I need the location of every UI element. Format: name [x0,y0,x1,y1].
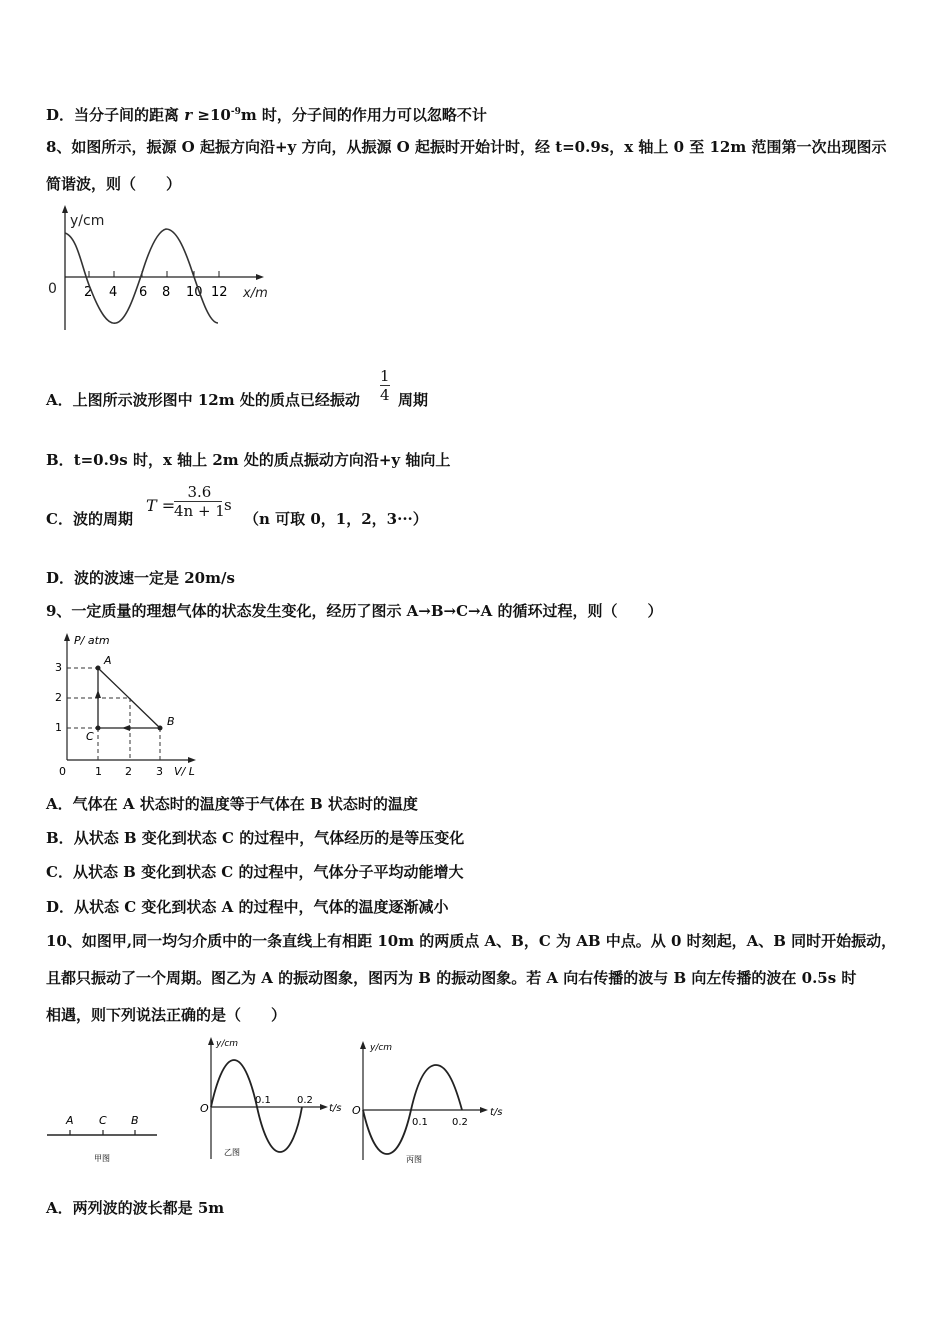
x-tick-label: 12 [211,285,228,300]
t-tick-2: 0.2 [452,1117,468,1128]
point-c [96,726,101,731]
q10-fig-bing [350,1038,510,1168]
q10-option-a: A．两列波的波长都是 5m [46,1199,225,1217]
y-axis-label: y/cm [370,1043,393,1053]
origin-label: O [352,1104,361,1117]
label-c: C [99,1114,107,1127]
point-a-label: A [104,654,112,667]
wave-curve [65,229,218,323]
x-tick-label: 2 [125,765,132,778]
x-tick-label: 8 [162,285,171,300]
x-tick-label: 1 [95,765,102,778]
point-a [96,666,101,671]
q8-option-c-T: T = [146,496,176,515]
q10-fig-yi [200,1034,350,1164]
y-axis-arrow [208,1037,214,1045]
q8-option-b: B．t=0.9s 时，x 轴上 2m 处的质点振动方向沿+y 轴向上 [46,451,451,469]
q9-option-c: C．从状态 B 变化到状态 C 的过程中，气体分子平均动能增大 [46,863,464,881]
y-axis-label: y/cm [70,213,105,229]
x-axis-label: V/ L [174,765,195,778]
q10-stem-line1: 10、如图甲,同一均匀介质中的一条直线上有相距 10m 的两质点 A、B，C 为 AB 中点。从 0 时刻起，A、B 同时开始振动， [46,932,897,950]
q8-option-d: D．波的波速一定是 20m/s [46,569,235,587]
caption: 丙图 [406,1155,422,1164]
q9-stem: 9、一定质量的理想气体的状态发生变化，经历了图示 A→B→C→A 的循环过程，则（ ） [46,602,663,620]
arrow-ca [95,690,101,698]
arrow-bc [122,725,130,731]
q8-option-a-tail: 周期 [398,391,429,409]
x-tick-label: 6 [139,285,148,300]
origin-label: O [200,1102,209,1115]
q7-option-d: D．当分子间的距离 $r \ge 10^{-9}m$ 时，分子间的作用力可以忽略不计 [46,106,487,124]
caption: 乙图 [224,1148,240,1157]
q9-pv-graph [50,632,210,780]
point-b-label: B [167,715,175,728]
origin-label: 0 [48,281,57,297]
point-c-label: C [86,730,94,743]
q8-option-c: C．波的周期 [46,510,133,528]
label-b: B [131,1114,139,1127]
x-tick-label: 10 [186,285,203,300]
q8-option-c-fraction: 3.6 4n + 1 [174,483,225,520]
y-axis-arrow [64,633,70,641]
q8-option-c-unit: s [224,496,232,514]
option-label: D． [46,106,75,124]
x-axis-label: x/m [243,286,268,301]
y-axis-label: P/ atm [74,634,110,647]
x-axis-arrow [256,274,264,280]
y-axis-arrow [360,1041,366,1049]
q10-stem-line2: 且都只振动了一个周期。图乙为 A 的振动图象，图丙为 B 的振动图象。若 A 向右传播的波与 B 向左传播的波在 0.5s 时 [46,969,857,987]
y-axis-arrow [62,205,68,213]
t-tick-1: 0.1 [412,1117,428,1128]
x-axis-arrow [188,757,196,763]
x-axis-arrow [320,1104,328,1110]
vibration-curve-a [211,1060,302,1152]
q8-wave-graph [46,205,286,335]
x-axis-arrow [480,1107,488,1113]
x-axis-label: t/s [329,1103,342,1114]
x-tick-label: 3 [156,765,163,778]
y-tick-label: 3 [55,661,62,674]
q8-stem-line2: 简谐波，则（ ） [46,175,182,193]
label-a: A [66,1114,74,1127]
x-ticks [84,271,228,300]
x-tick-label: 4 [109,285,118,300]
caption: 甲图 [94,1154,110,1163]
y-axis-label: y/cm [216,1039,239,1049]
t-tick-2: 0.2 [297,1095,313,1106]
q8-option-a-fraction: 1 4 [380,367,390,404]
q9-option-b: B．从状态 B 变化到状态 C 的过程中，气体经历的是等压变化 [46,829,465,847]
x-tick-label: 2 [84,285,93,300]
origin-label: 0 [59,765,66,778]
t-tick-1: 0.1 [255,1095,271,1106]
q9-option-a: A．气体在 A 状态时的温度等于气体在 B 状态时的温度 [46,795,418,813]
q10-fig-jia [44,1108,164,1168]
q8-option-a: A．上图所示波形图中 12m 处的质点已经振动 [46,391,360,409]
segment-ab [98,668,160,728]
y-tick-label: 2 [55,691,62,704]
q8-option-c-tail: （n 可取 0，1，2，3···） [244,510,428,528]
q10-stem-line3: 相遇，则下列说法正确的是（ ） [46,1006,287,1024]
q8-stem-line1: 8、如图所示，振源 O 起振方向沿+y 方向，从振源 O 起振时开始计时，经 t=0.9s，x 轴上 0 至 12m 范围第一次出现图示 [46,138,887,156]
q9-option-d: D．从状态 C 变化到状态 A 的过程中，气体的温度逐渐减小 [46,898,449,916]
y-tick-label: 1 [55,721,62,734]
x-axis-label: t/s [490,1107,503,1118]
point-b [158,726,163,731]
